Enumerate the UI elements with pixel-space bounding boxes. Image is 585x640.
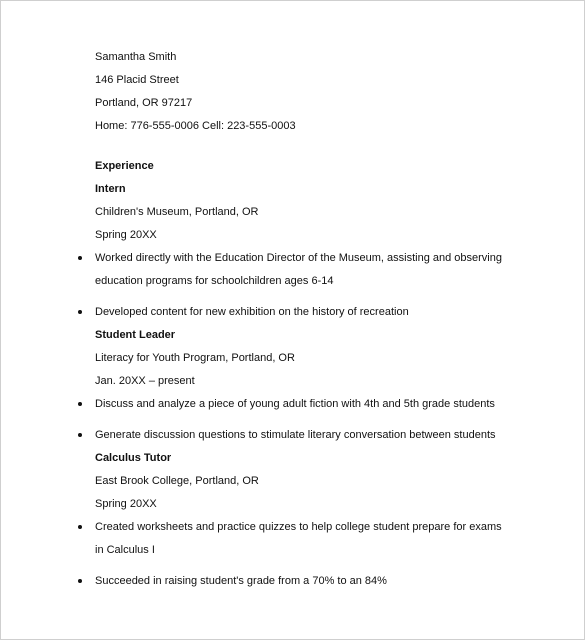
job-org: East Brook College, Portland, OR bbox=[95, 475, 259, 487]
bullet-icon bbox=[78, 579, 82, 583]
job-bullet-text: Developed content for new exhibition on the history of recreation bbox=[95, 306, 409, 318]
job-bullet-text: Succeeded in raising student's grade from a 70% to an 84% bbox=[95, 575, 387, 587]
job-bullet-text: Worked directly with the Education Director of the Museum, assisting and observing bbox=[95, 252, 502, 264]
job-title: Calculus Tutor bbox=[95, 452, 172, 464]
bullet-icon bbox=[78, 525, 82, 529]
bullet-icon bbox=[78, 310, 82, 314]
job-bullet-text: Created worksheets and practice quizzes to help college student prepare for exams bbox=[95, 521, 502, 533]
job-org: Literacy for Youth Program, Portland, OR bbox=[95, 352, 295, 364]
contact-street: 146 Placid Street bbox=[95, 74, 179, 86]
job-title: Student Leader bbox=[95, 329, 176, 341]
section-heading-experience: Experience bbox=[95, 160, 154, 172]
contact-phones: Home: 776-555-0006 Cell: 223-555-0003 bbox=[95, 120, 296, 132]
bullet-icon bbox=[78, 256, 82, 260]
bullet-icon bbox=[78, 402, 82, 406]
job-org: Children's Museum, Portland, OR bbox=[95, 206, 259, 218]
contact-city: Portland, OR 97217 bbox=[95, 97, 193, 109]
job-dates: Jan. 20XX – present bbox=[95, 375, 195, 387]
contact-name: Samantha Smith bbox=[95, 51, 177, 63]
job-bullet-text: Discuss and analyze a piece of young adult fiction with 4th and 5th grade students bbox=[95, 398, 495, 410]
job-bullet-text-continued: education programs for schoolchildren ages 6-14 bbox=[95, 275, 334, 287]
job-dates: Spring 20XX bbox=[95, 498, 157, 510]
job-dates: Spring 20XX bbox=[95, 229, 157, 241]
job-title: Intern bbox=[95, 183, 126, 195]
job-bullet-text-continued: in Calculus I bbox=[95, 544, 155, 556]
bullet-icon bbox=[78, 433, 82, 437]
job-bullet-text: Generate discussion questions to stimulate literary conversation between students bbox=[95, 429, 496, 441]
